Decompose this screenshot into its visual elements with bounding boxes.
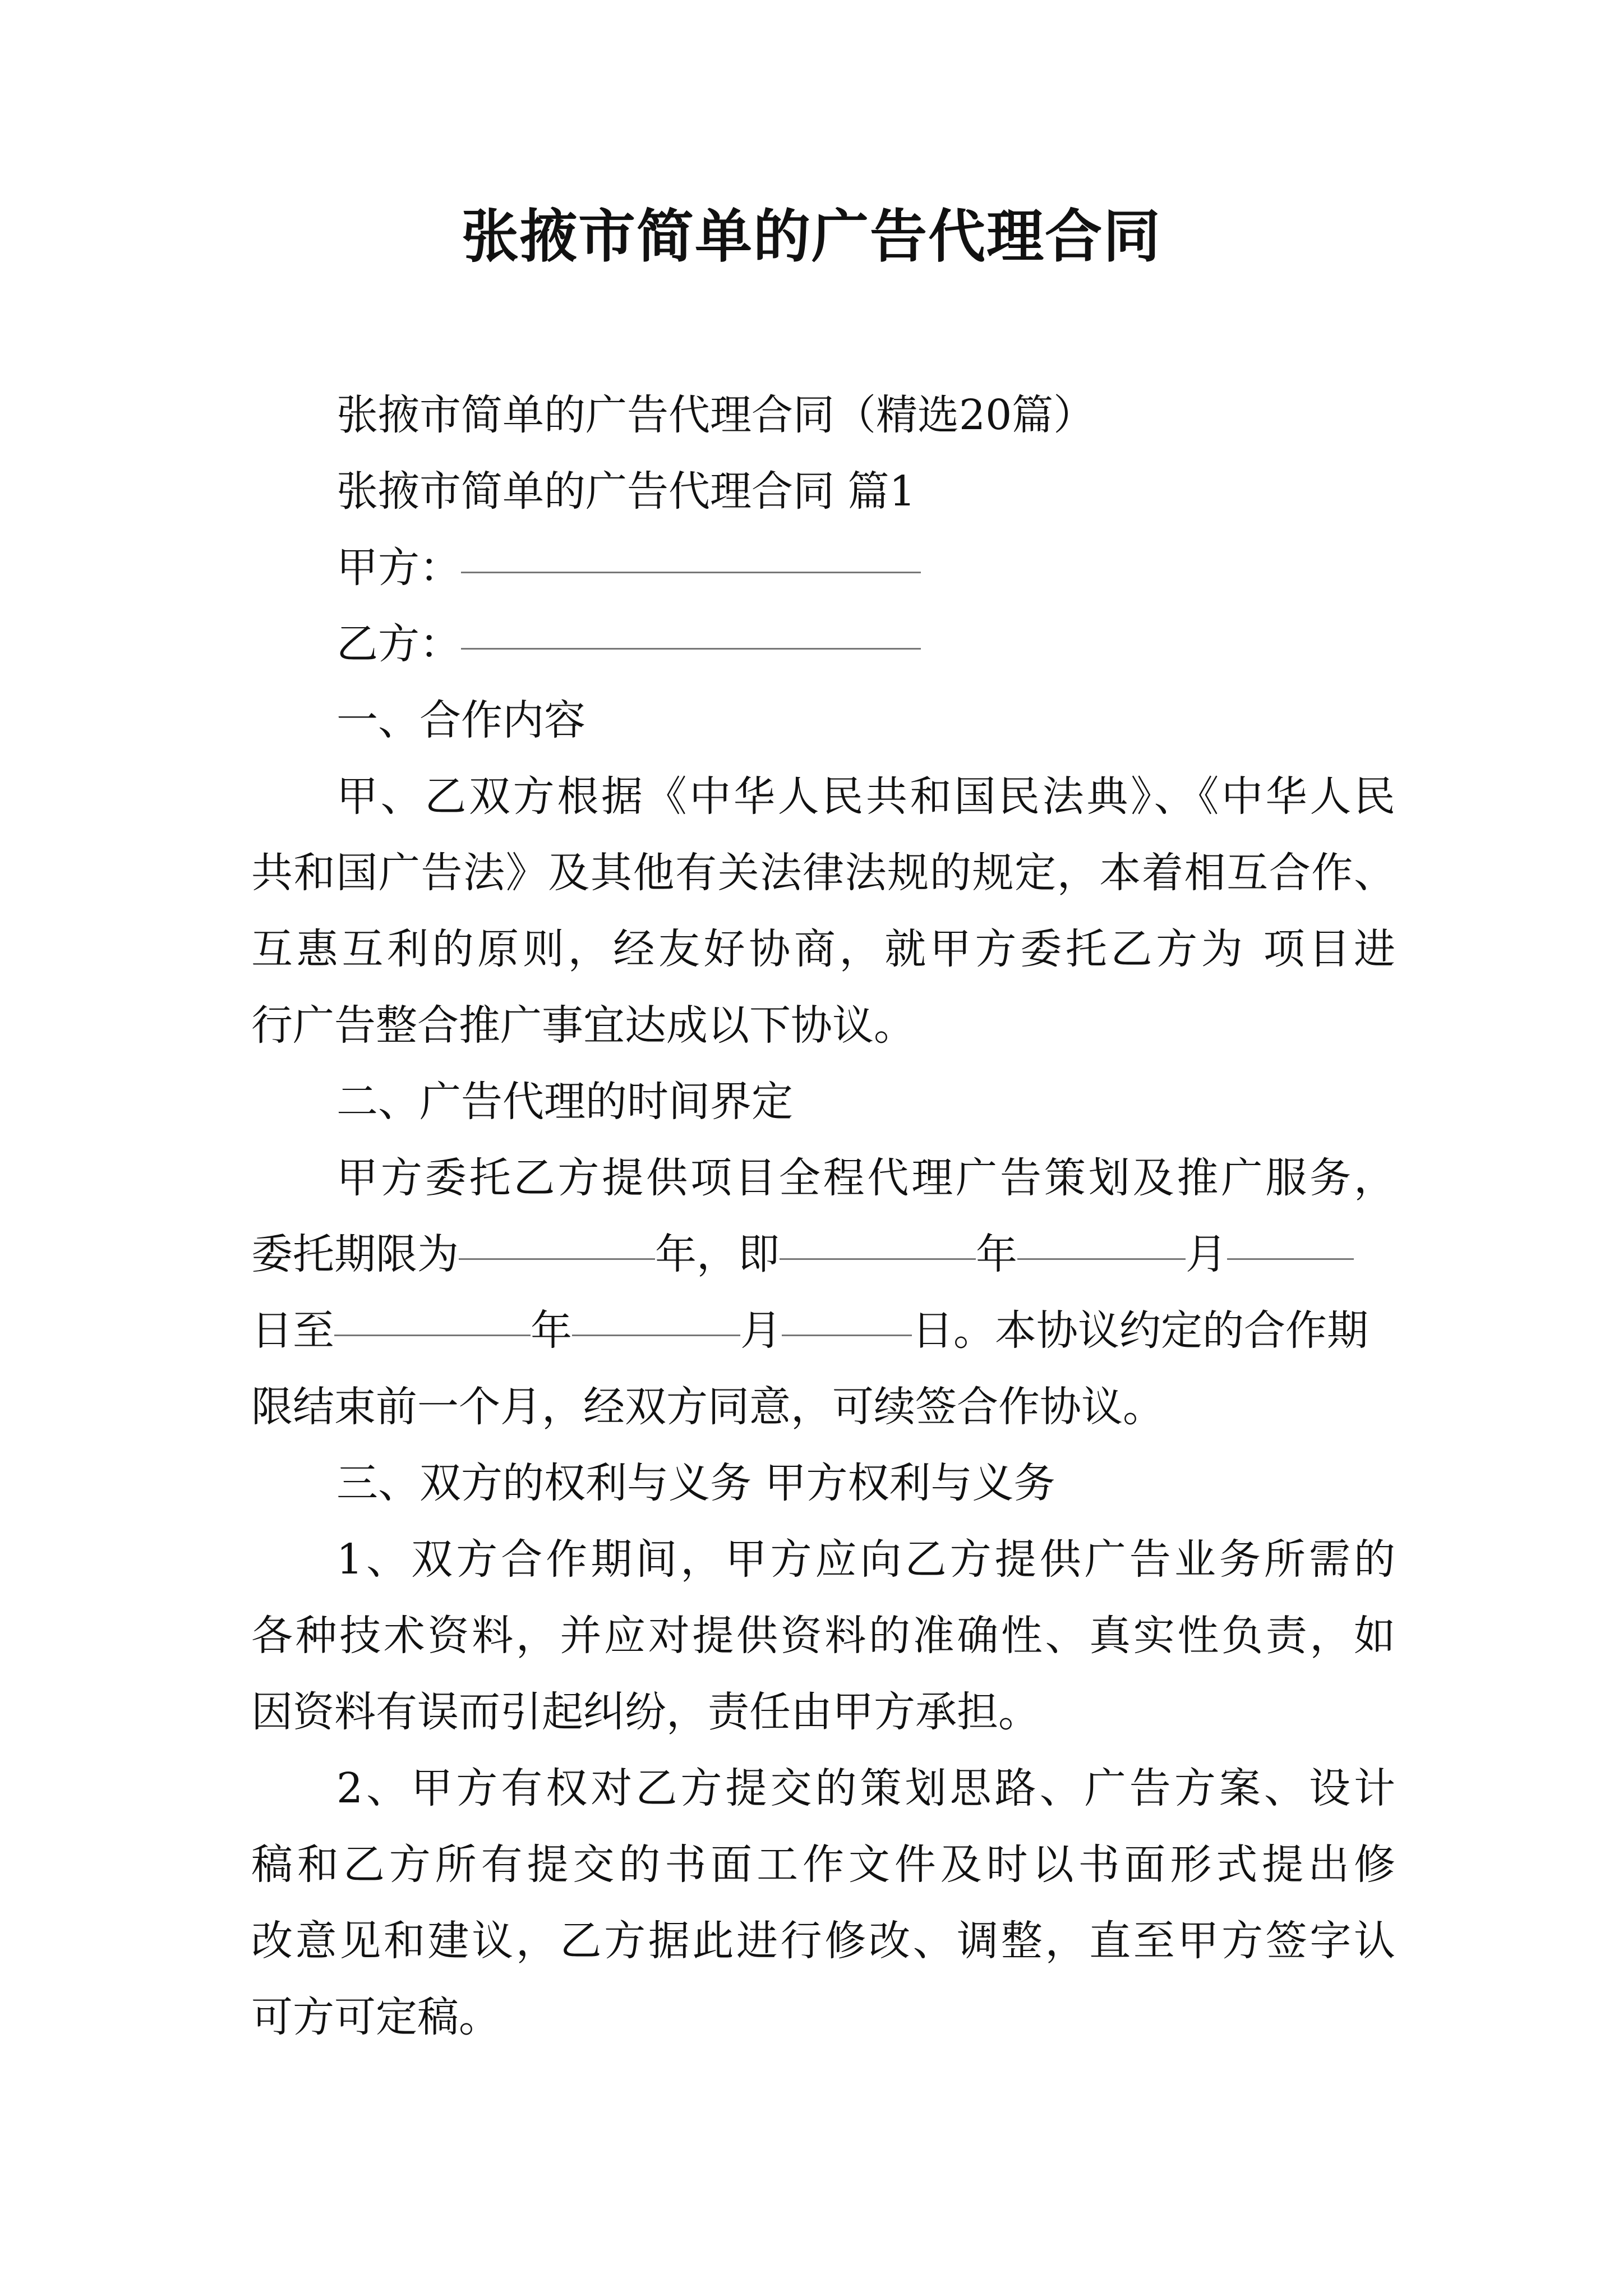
- item1-line: 1、双方合作期间，甲方应向乙方提供广告业务所需的: [336, 1535, 1395, 1584]
- term-years-blank: [459, 1255, 655, 1260]
- party-a-line: [251, 530, 1395, 606]
- start-day-blank: [1227, 1255, 1354, 1260]
- item1-line: 各种技术资料，并应对提供资料的准确性、真实性负责，如: [251, 1612, 1395, 1660]
- party-a-blank: [461, 568, 921, 573]
- section2-heading: 二、广告代理的时间界定: [336, 1078, 793, 1126]
- section1-line: 互惠互利的原则，经友好协商，就甲方委托乙方为 项目进: [251, 925, 1395, 973]
- party-a-label: 甲方：: [336, 544, 461, 592]
- term-text: 年，即: [655, 1230, 780, 1278]
- end-year-blank: [334, 1331, 531, 1336]
- party-b-blank: [461, 645, 921, 650]
- item2-line: 稿和乙方所有提交的书面工作文件及时以书面形式提出修: [251, 1841, 1395, 1889]
- end-day-blank: [782, 1331, 912, 1336]
- section3-heading: 三、双方的权利与义务 甲方权利与义务: [336, 1459, 1055, 1507]
- item2-line: 可方可定稿。: [251, 1993, 500, 2041]
- term-text: 日至: [251, 1306, 334, 1355]
- article-heading: 张掖市简单的广告代理合同 篇1: [336, 467, 916, 516]
- party-b-line: [251, 606, 1395, 682]
- term-text: 委托期限为: [251, 1230, 459, 1278]
- section2-line: 限结束前一个月，经双方同意，可续签合作协议。: [251, 1383, 1164, 1431]
- term-text: 年: [531, 1306, 572, 1355]
- section2-term-line: [251, 1292, 1395, 1369]
- term-text: 年: [976, 1230, 1017, 1278]
- term-text: 日。本协议约定的合作期: [912, 1306, 1368, 1355]
- section2-line: 甲方委托乙方提供项目全程代理广告策划及推广服务，: [336, 1154, 1395, 1202]
- item2-line: 改意见和建议，乙方据此进行修改、调整，直至甲方签字认: [251, 1917, 1395, 1965]
- document-title: 张掖市简单的广告代理合同: [462, 204, 1161, 270]
- section2-term-line: [251, 1216, 1395, 1292]
- section1-line: 共和国广告法》及其他有关法律法规的规定，本着相互合作、: [251, 849, 1395, 897]
- section1-line: 行广告整合推广事宜达成以下协议。: [251, 1001, 915, 1050]
- document-subtitle: 张掖市简单的广告代理合同（精选20篇）: [336, 391, 1095, 439]
- start-year-blank: [780, 1255, 976, 1260]
- end-month-blank: [572, 1331, 740, 1336]
- start-month-blank: [1017, 1255, 1186, 1260]
- term-text: 月: [740, 1306, 782, 1355]
- item1-line: 因资料有误而引起纠纷，责任由甲方承担。: [251, 1688, 1040, 1736]
- section1-line: 甲、乙双方根据《中华人民共和国民法典》、《中华人民: [336, 772, 1395, 821]
- item2-line: 2、甲方有权对乙方提交的策划思路、广告方案、设计: [336, 1764, 1395, 1812]
- section1-heading: 一、合作内容: [336, 696, 585, 744]
- party-b-label: 乙方：: [336, 620, 461, 668]
- document-body: [251, 377, 1395, 2055]
- term-text: 月: [1186, 1230, 1227, 1278]
